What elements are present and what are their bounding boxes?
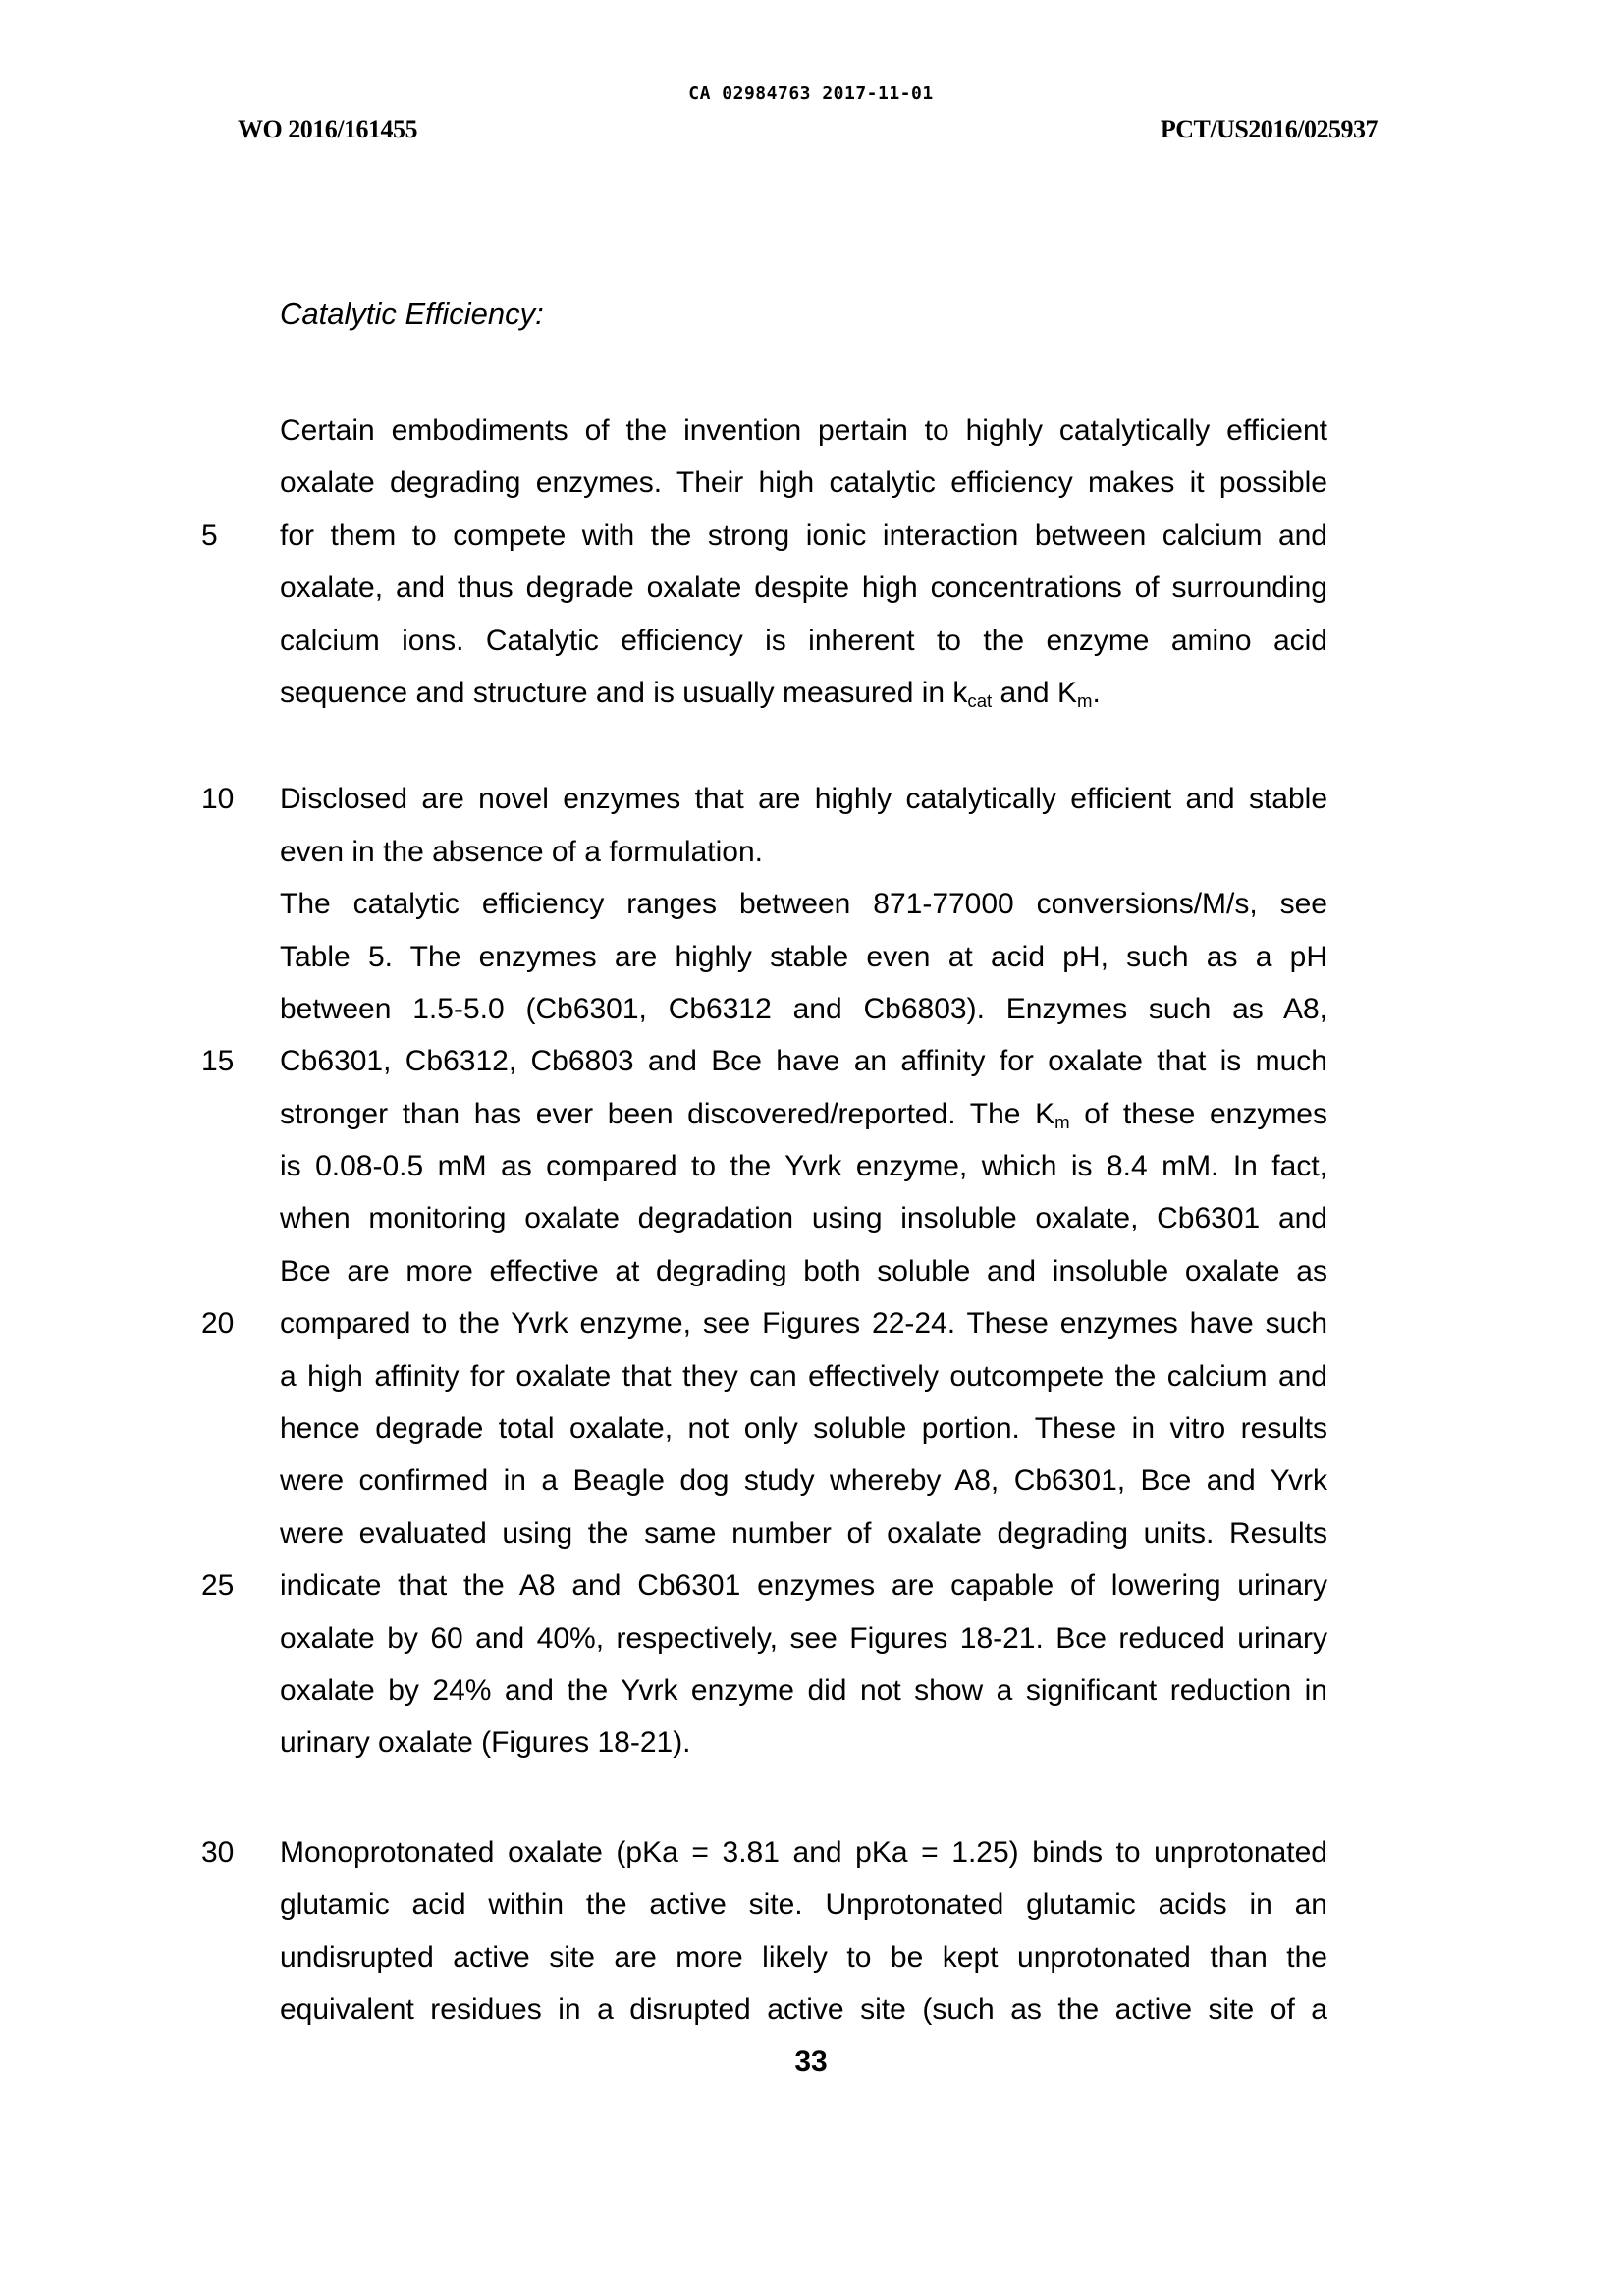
text-line: when monitoring oxalate degradation using insoluble oxalate, Cb6301 and [280,1202,1327,1235]
subscript: m [1076,690,1093,712]
text-line: 10 Disclosed are novel enzymes that are highly catalytically efficient and stable [280,773,1327,825]
text-line: were evaluated using the same number of oxalate degrading units. Results [280,1516,1327,1550]
text-line: equivalent residues in a disrupted active site (such as the active site of a [280,1993,1327,2026]
text-line: between 1.5-5.0 (Cb6301, Cb6312 and Cb6803). Enzymes such as A8, [280,992,1327,1025]
line-number: 20 [201,1307,235,1340]
text-line: 20 compared to the Yvrk enzyme, see Figures 22-24. These enzymes have such [280,1297,1327,1349]
line-number: 15 [201,1045,235,1078]
paragraph [201,773,1327,1769]
subscript: cat [967,690,993,712]
text-line: 30 Monoprotonated oxalate (pKa = 3.81 and pKa = 1.25) binds to unprotonated [280,1827,1327,1879]
paragraph [201,405,1327,719]
document-body [201,295,1327,2036]
page-number: 33 [794,2046,828,2078]
line-number: 25 [201,1569,235,1603]
text-line: oxalate degrading enzymes. Their high catalytic efficiency makes it possible [280,466,1327,500]
scan-stamp: CA 02984763 2017-11-01 [688,83,934,104]
text-line: urinary oxalate (Figures 18-21). [280,1726,691,1760]
text-line: 5 for them to compete with the strong ionic interaction between calcium and [280,510,1327,562]
line-number: 10 [201,783,235,816]
line-number: 30 [201,1835,235,1869]
text-line: even in the absence of a formulation. [280,835,763,868]
subscript: m [1054,1111,1070,1132]
text-line: glutamic acid within the active site. Unprotonated glutamic acids in an [280,1888,1327,1922]
text-line: calcium ions. Catalytic efficiency is inherent to the enzyme amino acid [280,624,1327,657]
text-line: Table 5. The enzymes are highly stable even at acid pH, such as a pH [280,940,1327,973]
text-line: Bce are more effective at degrading both soluble and insoluble oxalate as [280,1254,1327,1287]
text-line: 15 Cb6301, Cb6312, Cb6803 and Bce have an affinity for oxalate that is much [280,1035,1327,1087]
paragraphs-container [201,405,1327,2036]
application-number: PCT/US2016/025937 [1160,115,1378,143]
text-line: The catalytic efficiency ranges between 871-77000 conversions/M/s, see [280,888,1327,921]
text-line: were confirmed in a Beagle dog study whereby A8, Cb6301, Bce and Yvrk [280,1464,1327,1498]
text-line: undisrupted active site are more likely to be kept unprotonated than the [280,1941,1327,1974]
text-line: stronger than has ever been discovered/reported. The $K_m$ of these enzymes [280,1097,1327,1132]
publication-number: WO 2016/161455 [238,115,417,143]
text-line: oxalate by 24% and the Yvrk enzyme did not show a significant reduction in [280,1673,1327,1707]
section-heading: Catalytic Efficiency: [280,297,544,331]
text-line: oxalate, and thus degrade oxalate despite high concentrations of surrounding [280,572,1327,605]
line-number: 5 [201,519,218,552]
text-line: is 0.08-0.5 mM as compared to the Yvrk enzyme, which is 8.4 mM. In fact, [280,1150,1327,1183]
text-line: a high affinity for oxalate that they can effectively outcompete the calcium and [280,1359,1327,1393]
paragraph [201,1827,1327,2037]
text-line: hence degrade total oxalate, not only soluble portion. These in vitro results [280,1412,1327,1446]
text-line: Certain embodiments of the invention pertain to highly catalytically efficient [280,414,1327,447]
text-line: sequence and structure and is usually measured in $k_{cat}$ and $K_m$. [280,676,1101,712]
text-line: oxalate by 60 and 40%, respectively, see Figures 18-21. Bce reduced urinary [280,1621,1327,1655]
text-line: 25 indicate that the A8 and Cb6301 enzymes are capable of lowering urinary [280,1559,1327,1612]
